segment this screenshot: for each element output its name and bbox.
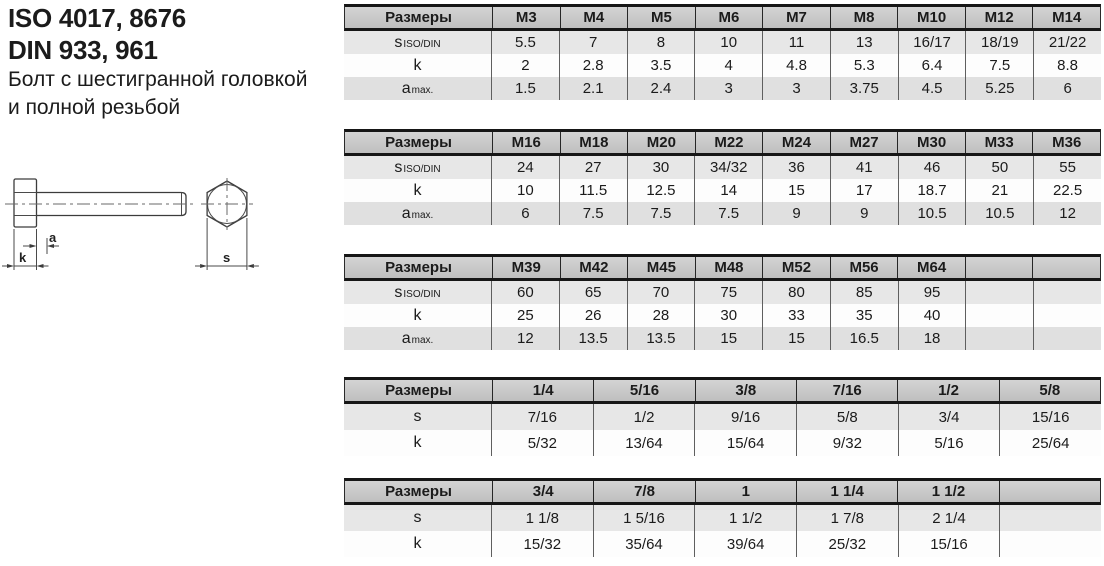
row-label: a max. xyxy=(401,329,434,347)
value-cell: 27 xyxy=(559,156,627,179)
table-row-s xyxy=(344,505,1101,531)
size-table-metric-m16-m36 xyxy=(344,129,1101,225)
value-cell: 6.4 xyxy=(898,54,966,77)
column-header: M3 xyxy=(492,7,560,28)
value-cell: 3/4 xyxy=(898,404,1000,430)
value-cell: 50 xyxy=(965,156,1033,179)
value-cell: 9 xyxy=(762,202,830,225)
column-header: 1/2 xyxy=(897,380,998,401)
product-description-line1: Болт с шестигранной головкой xyxy=(8,68,308,91)
column-header: M22 xyxy=(695,132,763,153)
column-header: M14 xyxy=(1032,7,1100,28)
value-cell: 4.8 xyxy=(762,54,830,77)
row-label: k xyxy=(413,434,422,451)
value-cell: 12 xyxy=(1033,202,1101,225)
value-cell: 7/16 xyxy=(491,404,593,430)
value-cell: 60 xyxy=(491,281,559,304)
value-cell: 3.5 xyxy=(627,54,695,77)
value-cell: 34/32 xyxy=(694,156,762,179)
column-header: M48 xyxy=(695,257,763,278)
column-header: M30 xyxy=(897,132,965,153)
row-label: s ISO/DIN xyxy=(394,283,441,301)
column-header: M64 xyxy=(897,257,965,278)
table-corner-label: Размеры xyxy=(385,483,452,500)
standard-iso-title: ISO 4017, 8676 xyxy=(8,3,186,33)
value-cell: 5/16 xyxy=(898,430,1000,456)
value-cell: 7.5 xyxy=(965,54,1033,77)
value-cell: 2.8 xyxy=(559,54,627,77)
value-cell: 6 xyxy=(491,202,559,225)
value-cell xyxy=(1033,304,1101,327)
value-cell: 13 xyxy=(830,31,898,54)
column-header: 7/8 xyxy=(593,481,694,502)
column-header: M20 xyxy=(627,132,695,153)
value-cell: 24 xyxy=(491,156,559,179)
size-table-imperial-threequarter-to-oneandhalf xyxy=(344,478,1101,557)
value-cell: 30 xyxy=(694,304,762,327)
column-header xyxy=(965,257,1033,278)
bolt-side-view xyxy=(5,179,196,227)
standard-din-title: DIN 933, 961 xyxy=(8,35,158,65)
table-row-k xyxy=(344,430,1101,456)
value-cell: 14 xyxy=(694,179,762,202)
value-cell: 17 xyxy=(830,179,898,202)
dim-label-s: s xyxy=(223,250,231,265)
dimension-s xyxy=(195,218,259,270)
value-cell: 15/16 xyxy=(898,531,1000,557)
row-label: k xyxy=(413,56,422,74)
bolt-technical-drawing xyxy=(0,164,290,309)
row-label: a max. xyxy=(401,204,434,222)
value-cell: 16.5 xyxy=(830,327,898,350)
column-header: M8 xyxy=(830,7,898,28)
value-cell: 46 xyxy=(898,156,966,179)
value-cell: 12 xyxy=(491,327,559,350)
value-cell: 15/64 xyxy=(694,430,796,456)
value-cell: 11.5 xyxy=(559,179,627,202)
column-header: M45 xyxy=(627,257,695,278)
value-cell: 9/32 xyxy=(796,430,898,456)
value-cell: 13/64 xyxy=(593,430,695,456)
value-cell: 70 xyxy=(627,281,695,304)
value-cell: 39/64 xyxy=(694,531,796,557)
value-cell: 26 xyxy=(559,304,627,327)
table-row-s xyxy=(344,404,1101,430)
table-row-k xyxy=(344,54,1101,77)
value-cell xyxy=(999,505,1101,531)
table-row-a xyxy=(344,202,1101,225)
value-cell: 11 xyxy=(762,31,830,54)
table-row-k xyxy=(344,304,1101,327)
value-cell: 21/22 xyxy=(1033,31,1101,54)
value-cell: 40 xyxy=(898,304,966,327)
value-cell xyxy=(1033,281,1101,304)
value-cell: 80 xyxy=(762,281,830,304)
value-cell: 36 xyxy=(762,156,830,179)
value-cell: 35/64 xyxy=(593,531,695,557)
bolt-hex-head-end-view xyxy=(201,178,253,230)
value-cell: 4 xyxy=(694,54,762,77)
value-cell: 10 xyxy=(491,179,559,202)
value-cell: 3 xyxy=(762,77,830,100)
column-header: M7 xyxy=(762,7,830,28)
table-corner-label: Размеры xyxy=(385,259,452,276)
value-cell: 18/19 xyxy=(965,31,1033,54)
column-header: M4 xyxy=(560,7,628,28)
row-label: k xyxy=(413,535,422,552)
row-label: s ISO/DIN xyxy=(394,33,441,51)
table-corner-label: Размеры xyxy=(385,9,452,26)
value-cell: 1 7/8 xyxy=(796,505,898,531)
value-cell: 5/32 xyxy=(491,430,593,456)
value-cell: 15 xyxy=(694,327,762,350)
value-cell: 1 5/16 xyxy=(593,505,695,531)
table-header-row xyxy=(344,478,1101,505)
value-cell: 33 xyxy=(762,304,830,327)
value-cell: 21 xyxy=(965,179,1033,202)
column-header: M36 xyxy=(1032,132,1100,153)
column-header: M12 xyxy=(965,7,1033,28)
value-cell: 35 xyxy=(830,304,898,327)
table-row-k xyxy=(344,179,1101,202)
value-cell: 15/32 xyxy=(491,531,593,557)
value-cell: 8.8 xyxy=(1033,54,1101,77)
column-header: 5/8 xyxy=(999,380,1100,401)
value-cell: 3.75 xyxy=(830,77,898,100)
value-cell: 25/32 xyxy=(796,531,898,557)
value-cell: 10.5 xyxy=(965,202,1033,225)
value-cell: 22.5 xyxy=(1033,179,1101,202)
value-cell: 18.7 xyxy=(898,179,966,202)
value-cell: 9 xyxy=(830,202,898,225)
table-header-row xyxy=(344,377,1101,404)
value-cell: 13.5 xyxy=(627,327,695,350)
value-cell: 18 xyxy=(898,327,966,350)
column-header: 1/4 xyxy=(492,380,593,401)
column-header: M16 xyxy=(492,132,560,153)
column-header: 1 xyxy=(695,481,796,502)
table-corner-label: Размеры xyxy=(385,382,452,399)
value-cell: 55 xyxy=(1033,156,1101,179)
value-cell: 15 xyxy=(762,179,830,202)
column-header: M6 xyxy=(695,7,763,28)
size-table-metric-m39-m64 xyxy=(344,254,1101,350)
value-cell xyxy=(965,304,1033,327)
column-header: 5/16 xyxy=(593,380,694,401)
size-table-imperial-quarter-to-fiveeighths xyxy=(344,377,1101,456)
column-header: M10 xyxy=(897,7,965,28)
column-header: M5 xyxy=(627,7,695,28)
value-cell: 7.5 xyxy=(627,202,695,225)
column-header: 3/4 xyxy=(492,481,593,502)
value-cell: 15 xyxy=(762,327,830,350)
value-cell: 15/16 xyxy=(999,404,1101,430)
value-cell: 1.5 xyxy=(491,77,559,100)
value-cell: 30 xyxy=(627,156,695,179)
value-cell: 10.5 xyxy=(898,202,966,225)
table-row-a xyxy=(344,77,1101,100)
value-cell: 9/16 xyxy=(694,404,796,430)
value-cell: 2 1/4 xyxy=(898,505,1000,531)
value-cell: 2.1 xyxy=(559,77,627,100)
column-header xyxy=(1032,257,1100,278)
value-cell: 6 xyxy=(1033,77,1101,100)
row-label: k xyxy=(413,181,422,199)
value-cell: 5.5 xyxy=(491,31,559,54)
value-cell: 2 xyxy=(491,54,559,77)
row-label: s xyxy=(413,509,422,526)
column-header: 1 1/2 xyxy=(897,481,998,502)
table-header-row xyxy=(344,4,1101,31)
value-cell: 65 xyxy=(559,281,627,304)
value-cell xyxy=(965,281,1033,304)
value-cell: 5/8 xyxy=(796,404,898,430)
value-cell: 1 1/2 xyxy=(694,505,796,531)
value-cell: 16/17 xyxy=(898,31,966,54)
column-header xyxy=(999,481,1100,502)
dimension-a xyxy=(23,229,59,270)
column-header: M56 xyxy=(830,257,898,278)
value-cell: 25 xyxy=(491,304,559,327)
value-cell: 95 xyxy=(898,281,966,304)
column-header: 3/8 xyxy=(695,380,796,401)
table-header-row xyxy=(344,129,1101,156)
value-cell: 4.5 xyxy=(898,77,966,100)
column-header: M39 xyxy=(492,257,560,278)
value-cell: 85 xyxy=(830,281,898,304)
value-cell: 7 xyxy=(559,31,627,54)
value-cell: 3 xyxy=(694,77,762,100)
value-cell: 13.5 xyxy=(559,327,627,350)
column-header: M24 xyxy=(762,132,830,153)
value-cell xyxy=(1033,327,1101,350)
column-header: 1 1/4 xyxy=(796,481,897,502)
value-cell: 5.25 xyxy=(965,77,1033,100)
value-cell: 41 xyxy=(830,156,898,179)
table-row-a xyxy=(344,327,1101,350)
column-header: M42 xyxy=(560,257,628,278)
row-label: s xyxy=(413,408,422,425)
table-corner-label: Размеры xyxy=(385,134,452,151)
value-cell: 1 1/8 xyxy=(491,505,593,531)
table-row-s xyxy=(344,281,1101,304)
row-label: k xyxy=(413,306,422,324)
value-cell: 8 xyxy=(627,31,695,54)
value-cell: 12.5 xyxy=(627,179,695,202)
value-cell: 5.3 xyxy=(830,54,898,77)
dimension-k xyxy=(2,229,49,270)
product-description-line2: и полной резьбой xyxy=(8,96,181,119)
column-header: M18 xyxy=(560,132,628,153)
column-header: M27 xyxy=(830,132,898,153)
value-cell: 2.4 xyxy=(627,77,695,100)
title-block xyxy=(8,2,307,122)
table-row-s xyxy=(344,31,1101,54)
dim-label-k: k xyxy=(19,250,27,265)
value-cell: 7.5 xyxy=(694,202,762,225)
column-header: M33 xyxy=(965,132,1033,153)
size-table-metric-m3-m14 xyxy=(344,4,1101,100)
value-cell: 25/64 xyxy=(999,430,1101,456)
value-cell: 10 xyxy=(694,31,762,54)
dim-label-a: a xyxy=(49,230,57,245)
value-cell: 7.5 xyxy=(559,202,627,225)
value-cell: 28 xyxy=(627,304,695,327)
table-row-k xyxy=(344,531,1101,557)
value-cell: 1/2 xyxy=(593,404,695,430)
value-cell xyxy=(999,531,1101,557)
value-cell xyxy=(965,327,1033,350)
column-header: 7/16 xyxy=(796,380,897,401)
row-label: a max. xyxy=(401,79,434,97)
column-header: M52 xyxy=(762,257,830,278)
table-row-s xyxy=(344,156,1101,179)
row-label: s ISO/DIN xyxy=(394,158,441,176)
value-cell: 75 xyxy=(694,281,762,304)
table-header-row xyxy=(344,254,1101,281)
